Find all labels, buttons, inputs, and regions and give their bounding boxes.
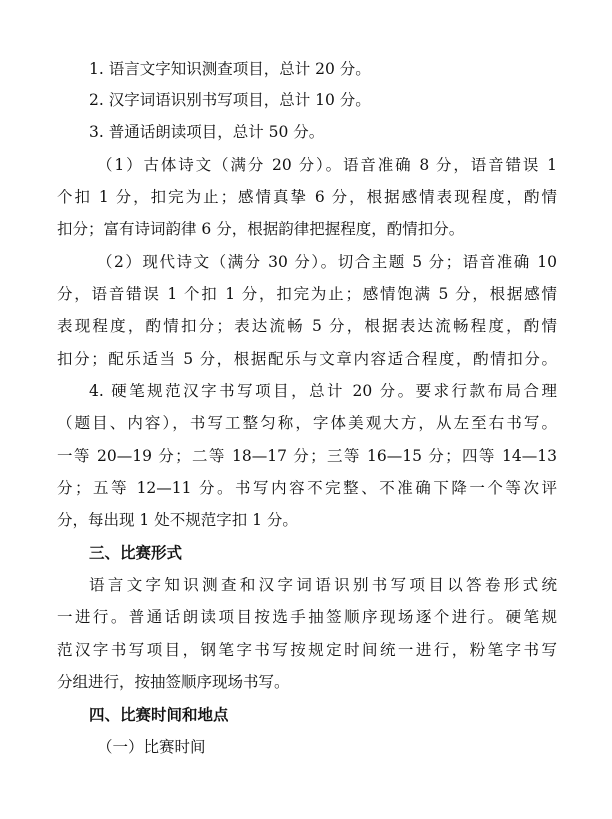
item-4-handwriting-line-3: 一等 20—19 分；二等 18—17 分；三等 16—15 分；四等 14—13	[57, 447, 557, 465]
item-2-character-writing: 2. 汉字词语识别书写项目，总计 10 分。	[89, 91, 371, 109]
sub-item-classical-poetry-line-1: （1）古体诗文（满分 20 分）。语音准确 8 分，语音错误 1	[97, 156, 557, 174]
item-1-language-knowledge: 1. 语言文字知识测查项目，总计 20 分。	[89, 60, 371, 78]
section-heading-time-and-place: 四、比赛时间和地点	[89, 706, 229, 724]
item-4-handwriting-line-1: 4. 硬笔规范汉字书写项目，总计 20 分。要求行款布局合理	[89, 382, 557, 400]
sub-item-classical-poetry-line-2: 个扣 1 分，扣完为止；感情真挚 6 分，根据感情表现程度，酌情	[57, 188, 557, 206]
subsection-heading-competition-time: （一）比赛时间	[97, 738, 206, 756]
item-4-handwriting-line-5: 分，每出现 1 处不规范字扣 1 分。	[57, 511, 298, 529]
format-paragraph-line-1: 语言文字知识测查和汉字词语识别书写项目以答卷形式统	[89, 576, 557, 594]
sub-item-classical-poetry-line-3: 扣分；富有诗词韵律 6 分，根据韵律把握程度，酌情扣分。	[57, 220, 465, 238]
sub-item-modern-poetry-line-3: 表现程度，酌情扣分；表达流畅 5 分，根据表达流畅程度，酌情	[57, 317, 557, 335]
format-paragraph-line-3: 范汉字书写项目，钢笔字书写按规定时间统一进行，粉笔字书写	[57, 641, 557, 659]
sub-item-modern-poetry-line-4: 扣分；配乐适当 5 分，根据配乐与文章内容适合程度，酌情扣分。	[57, 350, 557, 368]
sub-item-modern-poetry-line-1: （2）现代诗文（满分 30 分）。切合主题 5 分；语音准确 10	[97, 253, 557, 271]
format-paragraph-line-2: 一进行。普通话朗读项目按选手抽签顺序现场逐个进行。硬笔规	[57, 608, 557, 626]
item-4-handwriting-line-2: （题目、内容），书写工整匀称，字体美观大方，从左至右书写。	[57, 414, 557, 432]
section-heading-competition-format: 三、比赛形式	[89, 544, 183, 562]
format-paragraph-line-4: 分组进行，按抽签顺序现场书写。	[57, 673, 290, 691]
sub-item-modern-poetry-line-2: 分，语音错误 1 个扣 1 分，扣完为止；感情饱满 5 分，根据感情	[57, 285, 557, 303]
item-4-handwriting-line-4: 分；五等 12—11 分。书写内容不完整、不准确下降一个等次评	[57, 479, 557, 497]
item-3-mandarin-reading: 3. 普通话朗读项目，总计 50 分。	[89, 123, 325, 141]
